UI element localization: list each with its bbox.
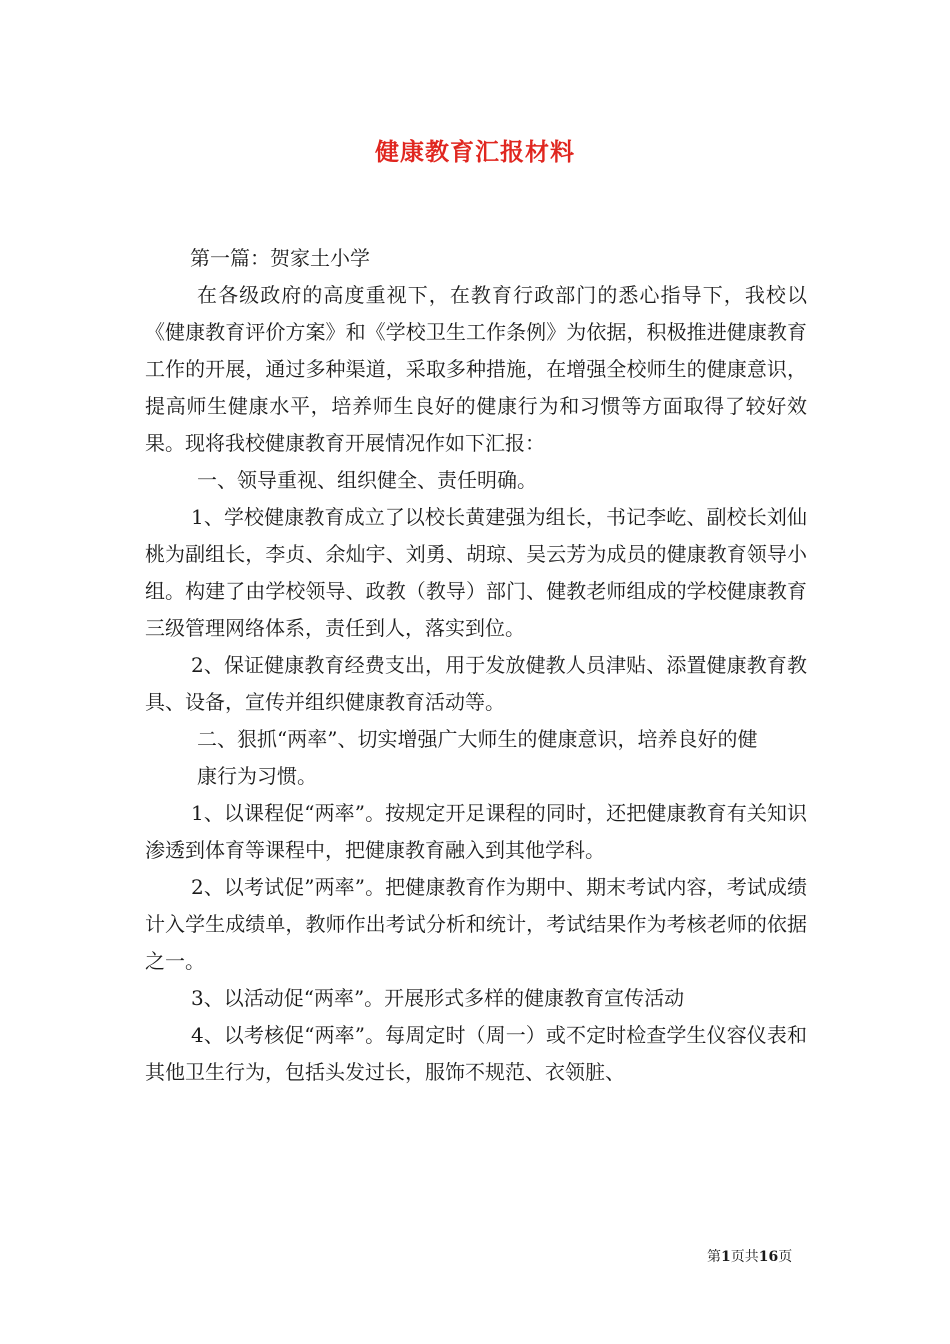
section-heading: 第一篇：贺家土小学 — [190, 246, 370, 270]
footer-suffix: 页 — [778, 1249, 793, 1265]
document-title: 健康教育汇报材料 — [375, 137, 575, 166]
footer-prefix: 第 — [707, 1249, 721, 1265]
paragraph-2-4: 4、以考核促“两率”。每周定时（周一）或不定时检查学生仪容仪表和其他卫生行为，包括头发过长，服饰不规范、衣领脏、 — [145, 1023, 807, 1084]
paragraph-2-2: 2、以考试促”两率”。把健康教育作为期中、期末考试内容，考试成绩计入学生成绩单，教师作出考试分析和统计，考试结果作为考核老师的依据之一。 — [145, 875, 807, 973]
paragraph-1-2: 2、保证健康教育经费支出，用于发放健教人员津贴、添置健康教育教具、设备，宣传并组织健康教育活动等。 — [145, 653, 807, 714]
footer-page-number: 1 — [721, 1249, 731, 1265]
paragraph-heading-2-cont: 康行为习惯。 — [197, 764, 317, 788]
paragraph-heading-2: 二、狠抓“两率”、切实增强广大师生的健康意识，培养良好的健 — [197, 727, 758, 751]
paragraph-2-3: 3、以活动促“两率”。开展形式多样的健康教育宣传活动 — [191, 986, 685, 1010]
footer-middle: 页共 — [730, 1249, 759, 1265]
paragraph-heading-1: 一、领导重视、组织健全、责任明确。 — [197, 468, 537, 492]
page-footer — [707, 1246, 792, 1266]
document-body — [145, 240, 807, 1091]
paragraph-2-1: 1、以课程促“两率”。按规定开足课程的同时，还把健康教育有关知识渗透到体育等课程中，把健康教育融入到其他学科。 — [145, 801, 807, 862]
footer-total-pages: 16 — [758, 1249, 779, 1265]
paragraph-1-1: 1、学校健康教育成立了以校长黄建强为组长，书记李屹、副校长刘仙桃为副组长，李贞、余灿宇、刘勇、胡琼、吴云芳为成员的健康教育领导小组。构建了由学校领导、政教（教导）部门、健教老师组成的学校健康教育三级管理网络体系，责任到人，落实到位。 — [145, 505, 807, 640]
paragraph-intro: 在各级政府的高度重视下，在教育行政部门的悉心指导下，我校以《健康教育评价方案》和《学校卫生工作条例》为依据，积极推进健康教育工作的开展，通过多种渠道，采取多种措施，在增强全校师生的健康意识，提高师生健康水平，培养师生良好的健康行为和习惯等方面取得了较好效果。现将我校健康教育开展情况作如下汇报： — [145, 283, 807, 455]
